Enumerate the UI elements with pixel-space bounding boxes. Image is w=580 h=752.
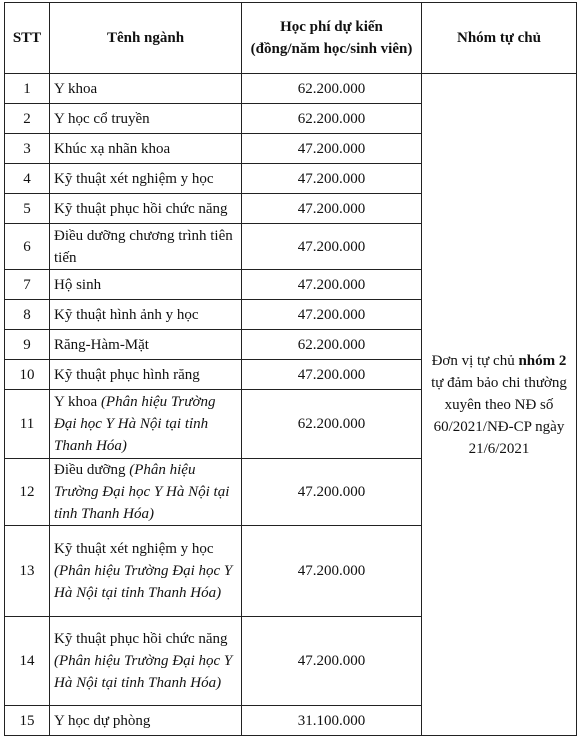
- program-name: Y khoa: [54, 80, 98, 97]
- row-stt: 1: [5, 74, 50, 104]
- row-fee: 31.100.000: [242, 706, 422, 736]
- row-fee: 47.200.000: [242, 526, 422, 617]
- program-name: Kỹ thuật xét nghiệm y học: [54, 170, 214, 187]
- program-name: Y khoa: [54, 394, 98, 410]
- program-name: Kỹ thuật phục hình răng: [54, 366, 200, 383]
- row-name: [50, 104, 242, 134]
- row-name: [50, 194, 242, 224]
- row-fee: 47.200.000: [242, 224, 422, 270]
- row-name: [50, 270, 242, 300]
- row-name: [50, 459, 242, 526]
- tuition-table: [4, 2, 577, 736]
- program-name: Kỹ thuật phục hồi chức năng: [54, 200, 228, 217]
- row-stt: 15: [5, 706, 50, 736]
- branch-note: (Phân hiệu Trường Đại học Y Hà Nội tại tỉnh Thanh Hóa): [54, 394, 216, 454]
- row-stt: 9: [5, 330, 50, 360]
- group-note-pre: Đơn vị tự chủ: [431, 352, 519, 369]
- table-header-row: [5, 3, 577, 74]
- row-fee: 62.200.000: [242, 74, 422, 104]
- row-name: [50, 224, 242, 270]
- row-fee: 47.200.000: [242, 194, 422, 224]
- program-name: Răng-Hàm-Mặt: [54, 336, 149, 353]
- row-fee: 47.200.000: [242, 459, 422, 526]
- program-name: Kỹ thuật xét nghiệm y học: [54, 541, 214, 557]
- row-stt: 11: [5, 390, 50, 459]
- row-stt: 6: [5, 224, 50, 270]
- row-name: [50, 706, 242, 736]
- row-stt: 13: [5, 526, 50, 617]
- autonomy-group-cell: [422, 74, 577, 736]
- row-stt: 14: [5, 617, 50, 706]
- program-name: Y học cổ truyền: [54, 110, 150, 127]
- program-name: Y học dự phòng: [54, 712, 151, 729]
- row-name: [50, 390, 242, 459]
- row-name: [50, 300, 242, 330]
- header-name: Tênh ngành: [50, 3, 242, 74]
- row-name: [50, 164, 242, 194]
- row-stt: 12: [5, 459, 50, 526]
- table-row: [5, 74, 577, 104]
- row-stt: 3: [5, 134, 50, 164]
- row-stt: 5: [5, 194, 50, 224]
- row-fee: 62.200.000: [242, 330, 422, 360]
- program-name: Điều dưỡng chương trình tiên tiến: [54, 227, 233, 266]
- header-fee: Học phí dự kiến (đồng/năm học/sinh viên): [242, 3, 422, 74]
- row-fee: 47.200.000: [242, 164, 422, 194]
- group-note-bold: nhóm 2: [518, 352, 567, 369]
- row-fee: 47.200.000: [242, 300, 422, 330]
- row-stt: 8: [5, 300, 50, 330]
- row-fee: 62.200.000: [242, 390, 422, 459]
- row-fee: 62.200.000: [242, 104, 422, 134]
- row-name: [50, 134, 242, 164]
- program-name: Hộ sinh: [54, 276, 102, 293]
- row-stt: 4: [5, 164, 50, 194]
- row-name: [50, 330, 242, 360]
- row-fee: 47.200.000: [242, 360, 422, 390]
- header-group: Nhóm tự chủ: [422, 3, 577, 74]
- group-note-post: tự đảm bảo chi thường xuyên theo NĐ số 60/2021/NĐ-CP ngày 21/6/2021: [431, 374, 567, 457]
- row-fee: 47.200.000: [242, 270, 422, 300]
- row-stt: 2: [5, 104, 50, 134]
- program-name: Kỹ thuật phục hồi chức năng: [54, 631, 228, 647]
- program-name: Khúc xạ nhãn khoa: [54, 140, 171, 157]
- header-stt: STT: [5, 3, 50, 74]
- row-name: [50, 360, 242, 390]
- row-name: [50, 617, 242, 706]
- row-name: [50, 74, 242, 104]
- row-fee: 47.200.000: [242, 617, 422, 706]
- row-stt: 10: [5, 360, 50, 390]
- branch-note: (Phân hiệu Trường Đại học Y Hà Nội tại tỉnh Thanh Hóa): [54, 462, 230, 522]
- row-stt: 7: [5, 270, 50, 300]
- branch-note: (Phân hiệu Trường Đại học Y Hà Nội tại tỉnh Thanh Hóa): [54, 563, 233, 601]
- row-name: [50, 526, 242, 617]
- branch-note: (Phân hiệu Trường Đại học Y Hà Nội tại tỉnh Thanh Hóa): [54, 653, 233, 691]
- program-name: Kỹ thuật hình ảnh y học: [54, 306, 199, 323]
- program-name: Điều dưỡng: [54, 462, 126, 478]
- row-fee: 47.200.000: [242, 134, 422, 164]
